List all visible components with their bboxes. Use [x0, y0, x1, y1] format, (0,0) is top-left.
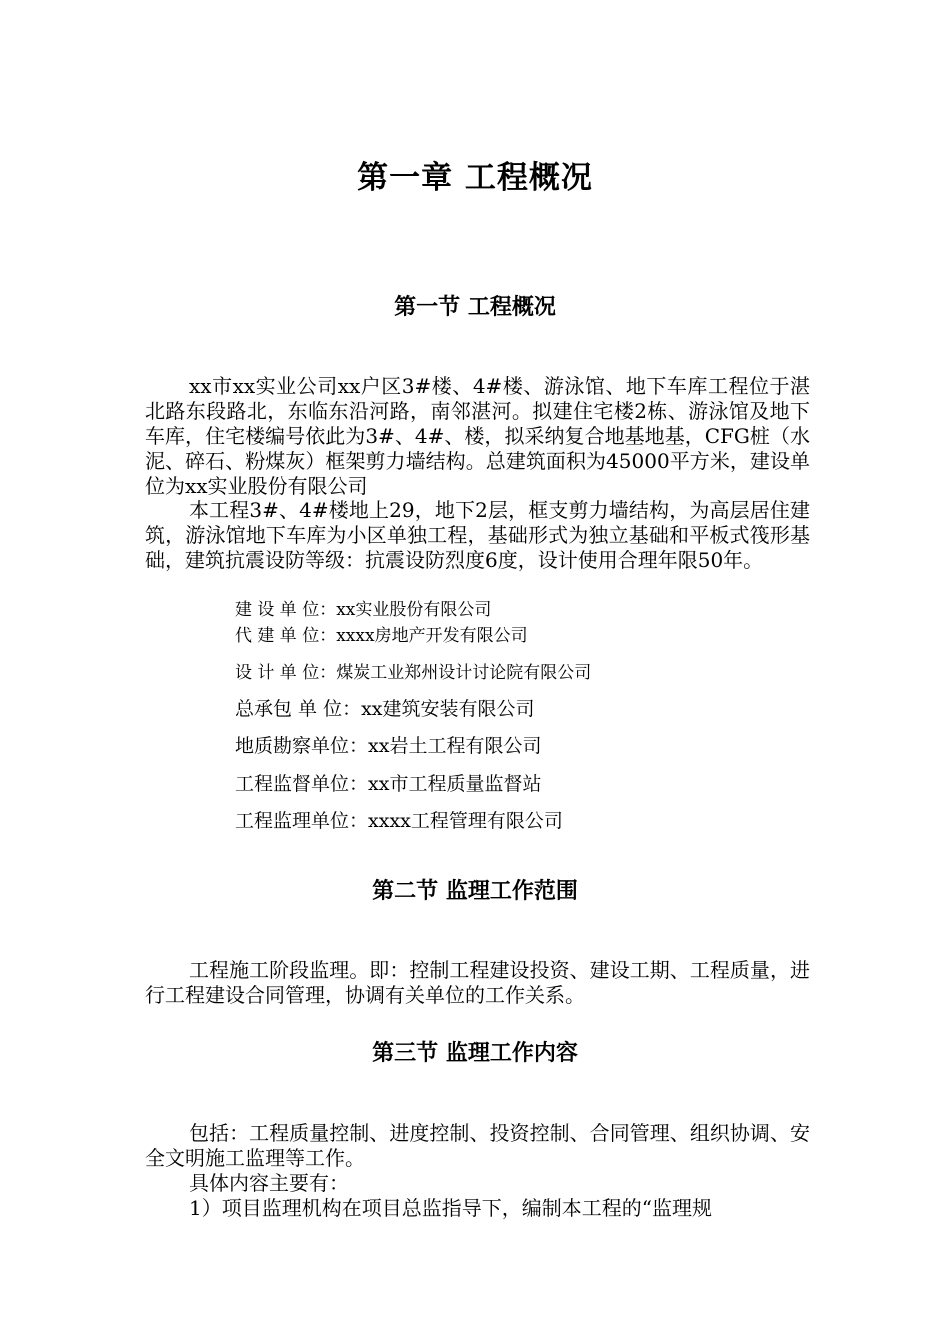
section-title-scope: 第二节 监理工作范围	[372, 879, 578, 904]
unit-label: 工程监理单位：	[235, 810, 369, 832]
chapter-title: 第一章 工程概况	[357, 160, 593, 196]
unit-row-supervision-station	[235, 771, 541, 797]
unit-row-general-contractor	[235, 696, 535, 722]
unit-label: 地质勘察单位：	[235, 735, 369, 757]
unit-value: xx岩土工程有限公司	[368, 735, 542, 757]
overview-paragraph-2: 本工程3#、4#楼地上29，地下2层，框支剪力墙结构，为高层居住建筑，游泳馆地下车库为小区单独工程，基础形式为独立基础和平板式筏形基础，建筑抗震设防等级：抗震设防烈度6度，设计使用合理年限50年。	[145, 498, 810, 572]
content-paragraph: 包括：工程质量控制、进度控制、投资控制、合同管理、组织协调、安全文明施工监理等工作。	[145, 1121, 810, 1170]
scope-paragraph: 工程施工阶段监理。即：控制工程建设投资、建设工期、工程质量，进行工程建设合同管理，协调有关单位的工作关系。	[145, 958, 810, 1007]
unit-value: xx建筑安装有限公司	[361, 698, 535, 720]
unit-row-developer	[235, 597, 491, 623]
unit-row-geological-survey	[235, 733, 541, 759]
unit-row-designer	[235, 660, 591, 686]
unit-value: xx市工程质量监督站	[368, 773, 542, 795]
content-item-1: 1）项目监理机构在项目总监指导下，编制本工程的“监理规	[189, 1196, 712, 1220]
unit-row-agent-builder	[235, 623, 528, 649]
unit-value: xxxx房地产开发有限公司	[336, 626, 528, 646]
overview-paragraph-1: xx市xx实业公司xx户区3#楼、4#楼、游泳馆、地下车库工程位于湛北路东段路北，东临东沿河路，南邻湛河。拟建住宅楼2栋、游泳馆及地下车库，住宅楼编号依此为3#、4#、楼，拟采纳复合地基地基，CFG桩（水泥、碎石、粉煤灰）框架剪力墙结构。总建筑面积为45000平方米，建设单位为xx实业股份有限公司	[145, 374, 810, 498]
unit-label: 工程监督单位：	[235, 773, 369, 795]
unit-value: xxxx工程管理有限公司	[368, 810, 563, 832]
unit-value: xx实业股份有限公司	[336, 600, 492, 620]
unit-label: 设 计 单 位：	[235, 663, 337, 683]
unit-label: 建 设 单 位：	[235, 600, 337, 620]
unit-label: 代 建 单 位：	[235, 626, 337, 646]
unit-row-supervisor	[235, 808, 563, 834]
section-title-overview: 第一节 工程概况	[394, 295, 556, 320]
section-title-content: 第三节 监理工作内容	[372, 1041, 578, 1066]
unit-value: 煤炭工业郑州设计讨论院有限公司	[336, 663, 592, 683]
content-intro-line: 具体内容主要有：	[189, 1171, 349, 1195]
unit-label: 总承包 单 位：	[235, 698, 362, 720]
